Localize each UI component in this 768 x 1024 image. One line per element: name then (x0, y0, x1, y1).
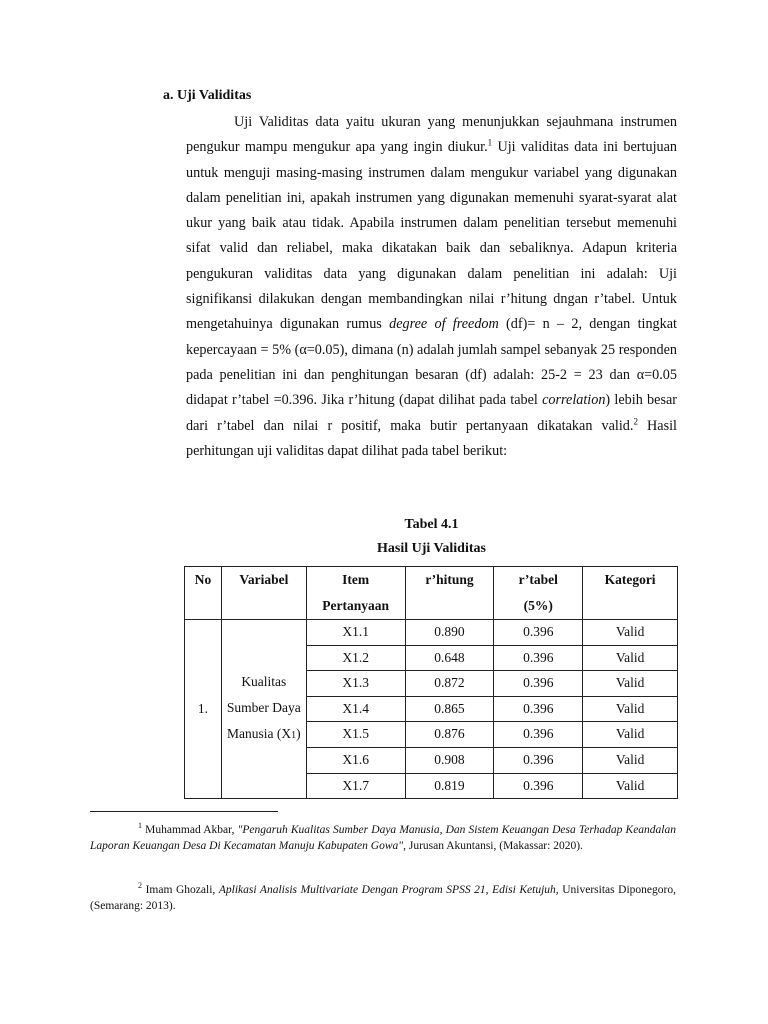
para-sentence-1: Uji Validitas data yaitu ukuran yang menunjukkan sejauhmana instrumen pengukur mampu mengukur apa yang ingin diukur. (186, 114, 677, 156)
group-variabel (221, 620, 306, 799)
footnote-2-publisher: Universitas Diponegoro, (Semarang: 2013). (90, 883, 676, 913)
para-sentence-2a: Uji validitas data ini bertujuan untuk menguji masing-masing instrumen dalam mengukur variabel yang digunakan dalam penelitian ini, apakah instrumen yang digunakan memenuhi syarat-syarat alat ukur yang baik atau tidak. Apabila instrumen dalam penelitian tersebut memenuhi sifat valid dan reliabel, maka dikatakan baik dan sebaliknya. Adapun kriteria pengukuran validitas data yang digunakan dalam penelitian ini adalah: Uji signifikansi dilakukan dengan membandingkan nilai r’hitung dngan r’tabel. Untuk mengetahuinya digunakan rumus (186, 139, 677, 333)
group-no: 1. (185, 620, 222, 799)
body-paragraph (186, 110, 677, 464)
footnote-separator (90, 811, 278, 812)
cell-kategori: Valid (583, 645, 678, 671)
cell-rhitung: 0.876 (405, 722, 494, 748)
cell-kategori: Valid (583, 722, 678, 748)
para-sentence-3: Hasil perhitungan uji validitas dapat dilihat pada tabel berikut: (186, 417, 677, 459)
footnote-ref-2[interactable]: 2 (633, 415, 638, 426)
cell-item: X1.3 (306, 671, 405, 697)
variabel-line3: Manusia (X (227, 726, 292, 742)
cell-rtabel: 0.396 (494, 696, 583, 722)
footnote-2-author: Imam Ghozali, (142, 883, 219, 896)
para-italic-term: degree of freedom (389, 316, 499, 333)
cell-item: X1.2 (306, 645, 405, 671)
variabel-line2: Sumber Daya (226, 700, 301, 716)
section-heading: a. Uji Validitas (163, 88, 252, 103)
footnote-2-number: 2 (138, 881, 142, 890)
header-item-line1: Item (342, 572, 370, 587)
cell-rhitung: 0.890 (405, 620, 494, 646)
variabel-line1: Kualitas (241, 674, 287, 690)
footnote-1 (90, 818, 676, 855)
cell-rtabel: 0.396 (494, 671, 583, 697)
cell-kategori: Valid (583, 696, 678, 722)
footnote-1-title: "Pengaruh Kualitas Sumber Daya Manusia, Dan Sistem Keuangan Desa Terhadap Keandalan Laporan Keuangan Desa Di Kecamatan Manuju Kabupaten Gowa" (90, 823, 676, 853)
cell-kategori: Valid (583, 773, 678, 799)
cell-rtabel: 0.396 (494, 747, 583, 773)
cell-rhitung: 0.648 (405, 645, 494, 671)
table-row (185, 620, 678, 646)
cell-item: X1.6 (306, 747, 405, 773)
cell-kategori: Valid (583, 671, 678, 697)
header-kategori: Kategori (583, 567, 678, 620)
table-title: Hasil Uji Validitas (377, 541, 486, 556)
para-italic-term-2: correlation (542, 392, 606, 409)
variabel-close: ) (296, 726, 301, 742)
header-item-line2: Pertanyaan (322, 598, 390, 613)
footnote-ref-1[interactable]: 1 (487, 137, 493, 148)
cell-rhitung: 0.908 (405, 747, 494, 773)
cell-rtabel: 0.396 (494, 645, 583, 671)
footnote-1-publisher: , Jurusan Akuntansi, (Makassar: 2020). (403, 840, 583, 853)
cell-kategori: Valid (583, 747, 678, 773)
cell-kategori: Valid (583, 620, 678, 646)
header-rtabel-line2: (5%) (523, 598, 553, 613)
cell-item: X1.4 (306, 696, 405, 722)
variabel-subscript: 1 (291, 730, 297, 742)
cell-rtabel: 0.396 (494, 620, 583, 646)
cell-rhitung: 0.865 (405, 696, 494, 722)
footnote-2 (90, 878, 676, 915)
para-sentence-2c: ) lebih besar dari r’tabel dan nilai r positif, maka butir pertanyaan dikatakan valid. (186, 392, 677, 434)
cell-rhitung: 0.872 (405, 671, 494, 697)
cell-rhitung: 0.819 (405, 773, 494, 799)
footnote-1-number: 1 (138, 821, 142, 830)
footnote-1-author: Muhammad Akbar, (142, 823, 238, 836)
header-rtabel-line1: r’tabel (518, 572, 558, 587)
header-variabel: Variabel (221, 567, 306, 620)
table-header-row (185, 567, 678, 620)
header-rhitung: r’hitung (405, 567, 494, 620)
validity-table (184, 566, 678, 799)
cell-rtabel: 0.396 (494, 722, 583, 748)
cell-item: X1.1 (306, 620, 405, 646)
header-no: No (185, 567, 222, 620)
cell-item: X1.5 (306, 722, 405, 748)
cell-item: X1.7 (306, 773, 405, 799)
footnote-2-title: Aplikasi Analisis Multivariate Dengan Program SPSS 21, Edisi Ketujuh, (218, 883, 559, 896)
header-rtabel (494, 567, 583, 620)
para-sentence-2b: (df)= n – 2, dengan tingkat kepercayaan = 5% (α=0.05), dimana (n) adalah jumlah sampel sebanyak 25 responden pada penelitian ini dan penghitungan besaran (df) adalah: 25-2 = 23 dan α=0.05 didapat r’tabel =0.396. Jika r’hitung (dapat dilihat pada tabel (186, 316, 677, 409)
header-item (306, 567, 405, 620)
cell-rtabel: 0.396 (494, 773, 583, 799)
table-caption: Tabel 4.1 (404, 517, 459, 532)
